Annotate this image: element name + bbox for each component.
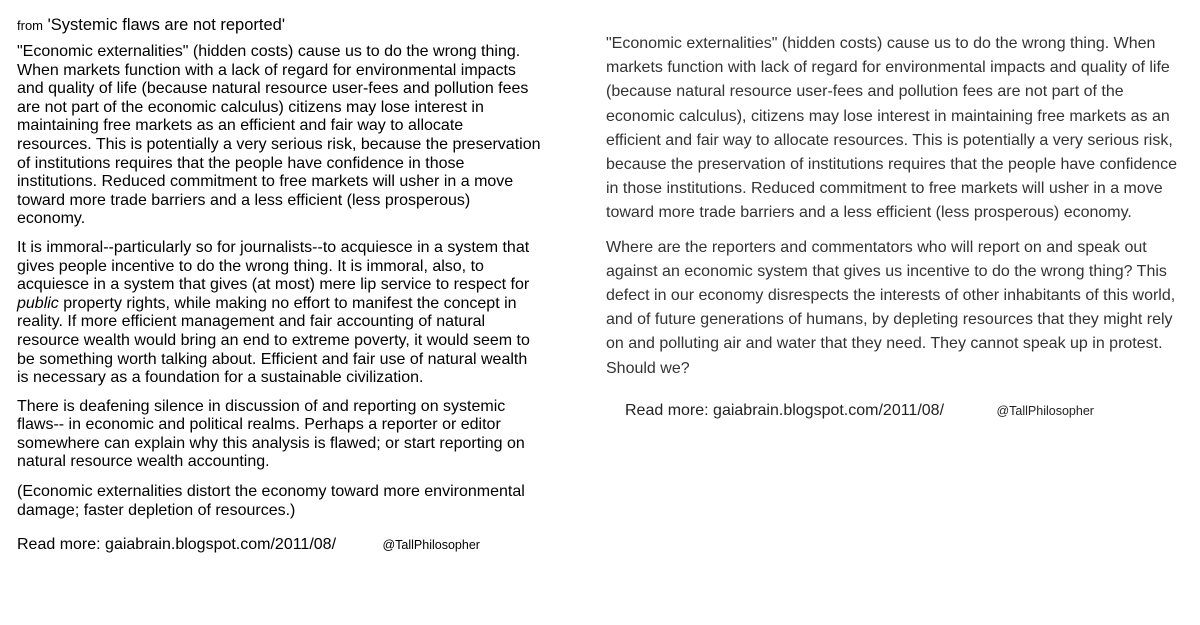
- from-label: from: [17, 18, 43, 33]
- right-paragraph-1: "Economic externalities" (hidden costs) cause us to do the wrong thing. When markets function with lack of regard for environmental impacts and quality of life (because natural resource user-fees and pollution fees are not part of the economic calculus), citizens may lose interest in maintaining free markets as an efficient and fair way to allocate resources. This is potentially a very serious risk, because the preservation of institutions requires that the people have confidence in those institutions. Reduced commitment to free markets will usher in a move toward more trade barriers and a less efficient (less prosperous) economy.: [606, 35, 1178, 222]
- read-more-link[interactable]: Read more: gaiabrain.blogspot.com/2011/08/: [17, 536, 337, 554]
- left-paragraph-3: There is deafening silence in discussion of and reporting on systemic flaws-- in economic and political realms. Perhaps a reporter or editor somewhere can explain why this analysis is flawed; or start reporting on natural resource wealth accounting.: [17, 397, 525, 471]
- right-footer: [625, 401, 1186, 421]
- twitter-handle[interactable]: @TallPhilosopher: [996, 403, 1094, 418]
- twitter-handle[interactable]: @TallPhilosopher: [382, 538, 480, 553]
- left-column: [17, 14, 542, 554]
- left-paragraph-2-start: It is immoral--particularly so for journalists--to acquiesce in a system that gives people incentive to do the wrong thing. It is immoral, also, to acquiesce in a system that gives (at most) mere lip service to respect for: [17, 238, 530, 294]
- emphasis-public: public: [17, 294, 59, 312]
- read-more-link[interactable]: Read more: gaiabrain.blogspot.com/2011/08/: [625, 401, 945, 419]
- left-paragraph-4: (Economic externalities distort the economy toward more environmental damage; faster depletion of resources.): [17, 483, 525, 519]
- left-paragraph-2: [17, 239, 542, 388]
- article-title: 'Systemic flaws are not reported': [47, 16, 285, 34]
- source-heading: [17, 14, 542, 37]
- left-footer: [17, 536, 542, 554]
- left-paragraph-1: "Economic externalities" (hidden costs) cause us to do the wrong thing. When markets function with a lack of regard for environmental impacts and quality of life (because natural resource user-fees and pollution fees are not part of the economic calculus) citizens may lose interest in maintaining free markets as an efficient and fair way to allocate resources. This is potentially a very serious risk, because the preservation of institutions requires that the people have confidence in those institutions. Reduced commitment to free markets will usher in a move toward more trade barriers and a less efficient (less prosperous) economy.: [17, 43, 541, 228]
- right-paragraph-2: Where are the reporters and commentators who will report on and speak out against an economic system that gives us incentive to do the wrong thing? This defect in our economy disrespects the interests of other inhabitants of this world, and of future generations of humans, by depleting resources that they might rely on and polluting air and water that they need. They cannot speak up in protest. Should we?: [606, 238, 1176, 377]
- right-column: [606, 32, 1186, 421]
- left-paragraph-2-end: property rights, while making no effort to manifest the concept in reality. If more efficient management and fair accounting of natural resource wealth would bring an end to extreme poverty, it would seem to be something worth talking about. Efficient and fair use of natural wealth is necessary as a foundation for a sustainable civilization.: [17, 294, 530, 387]
